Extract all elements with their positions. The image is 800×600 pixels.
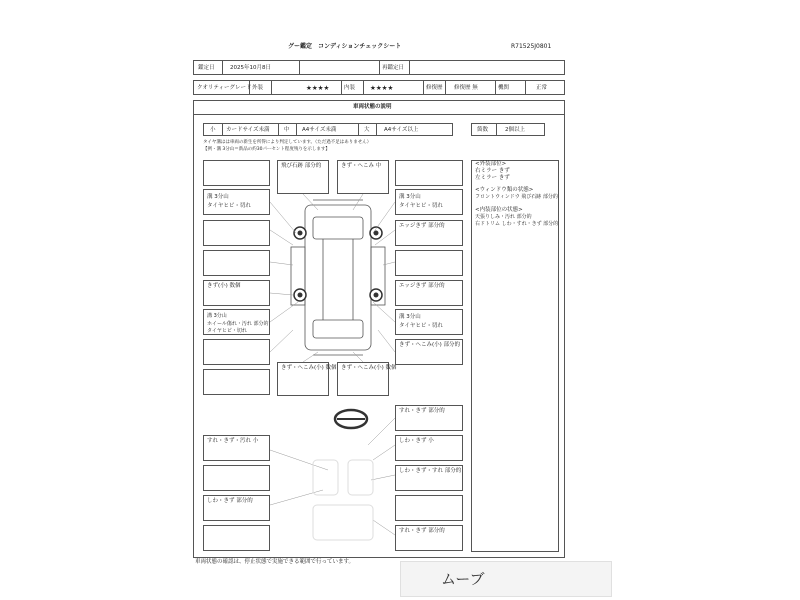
count-label: 箇数	[477, 127, 489, 133]
count-desc: 2個以上	[505, 127, 525, 133]
inspection-date: 2025年10月8日	[230, 65, 271, 71]
engine-label: 機関	[498, 85, 510, 91]
front-right-box: きず・へこみ 中	[337, 160, 389, 194]
condition-check-sheet	[193, 40, 565, 570]
engine-value: 正常	[536, 85, 548, 91]
section-title: 車両状態の説明	[353, 104, 392, 110]
seat-diagram	[303, 440, 383, 550]
left-box-6: 溝 3分山 ホイール傷れ・汚れ 部分的 タイヤヒビ・切れ	[203, 309, 270, 335]
exterior-label: 外装	[252, 85, 264, 91]
rear-left-box: きず・へこみ(小) 数個	[277, 362, 329, 396]
remarks-glass-header: <ウィンドウ類の状態>	[475, 187, 534, 193]
right-box-7: きず・へこみ(小) 部分的	[395, 339, 463, 365]
remarks-glass-1: フロントウィンドウ 飛び石跡 部分的	[475, 194, 558, 200]
rear-right-box: きず・へこみ(小) 数個	[337, 362, 389, 396]
remarks-interior-2: 右ドトリム しわ・すれ・きず 部分的	[475, 221, 559, 227]
legend-small: 小	[210, 127, 216, 133]
interior-left-box-4	[203, 525, 270, 551]
steering-wheel-icon	[333, 408, 369, 430]
interior-right-box-5: すれ・きず 部分的	[395, 525, 463, 551]
interior-right-box-3: しわ・きず・すれ 部分的	[395, 465, 463, 491]
repair-history-label: 修復歴	[426, 85, 443, 91]
right-box-4	[395, 250, 463, 276]
sheet-title: グー鑑定 コンディションチェックシート	[288, 43, 402, 50]
interior-stars: ★★★★	[370, 84, 394, 92]
remarks-body-2: 左ミラー きず	[475, 175, 510, 181]
legend-large-desc: A4サイズ以上	[384, 127, 419, 133]
interior-right-box-1: すれ・きず 部分的	[395, 405, 463, 431]
interior-right-box-4	[395, 495, 463, 521]
document-id: R71525J0801	[511, 43, 552, 50]
tire-note-2: 【例・溝 3分山＝新品の約30パーセント程度残りを示します】	[203, 147, 330, 152]
interior-label: 内装	[344, 85, 356, 91]
footer-note: 車両状態の確認は、停止状態で実施できる範囲で行っています。	[195, 559, 355, 565]
interior-left-box-3: しわ・きず 部分的	[203, 495, 270, 521]
handwritten-note: ムーブ	[441, 570, 485, 588]
right-box-6: 溝 3分山 タイヤヒビ・切れ	[395, 309, 463, 335]
interior-right-box-2: しわ・きず 小	[395, 435, 463, 461]
front-left-box: 飛び石跡 部分的	[277, 160, 329, 194]
quality-grade-label: クオリティーグレード	[197, 85, 252, 91]
repair-history-value: 修復歴 無	[454, 85, 478, 91]
right-box-5: エッジきず 部分的	[395, 280, 463, 306]
remarks-interior-header: <内装部位の状態>	[475, 207, 523, 213]
right-box-1	[395, 160, 463, 186]
legend-medium-desc: A4サイズ未満	[302, 127, 337, 133]
sticky-note	[400, 561, 612, 597]
reinspection-label: 再鑑定日	[382, 65, 405, 71]
legend-large: 大	[364, 127, 370, 133]
exterior-stars: ★★★★	[306, 84, 330, 92]
left-box-2: 溝 3分山 タイヤヒビ・切れ	[203, 189, 270, 215]
date-label: 鑑定日	[198, 65, 215, 71]
interior-left-box-1: すれ・きず・汚れ 小	[203, 435, 270, 461]
tire-note-1: タイヤ溝はは車両の新生を所得により判定しています。（ただ過不足はありません）	[203, 140, 372, 145]
interior-left-box-2	[203, 465, 270, 491]
remarks-body-header: <外装部位>	[475, 161, 507, 167]
right-box-3: エッジきず 部分的	[395, 220, 463, 246]
remarks-body-1: 右ミラー きず	[475, 168, 510, 174]
legend-medium: 中	[284, 127, 290, 133]
legend-small-desc: カードサイズ未満	[226, 127, 270, 133]
remarks-interior-1: 天張りしみ・汚れ 部分的	[475, 214, 532, 220]
right-box-2: 溝 3分山 タイヤヒビ・切れ	[395, 189, 463, 215]
left-box-5: きず(小) 数個	[203, 280, 270, 306]
